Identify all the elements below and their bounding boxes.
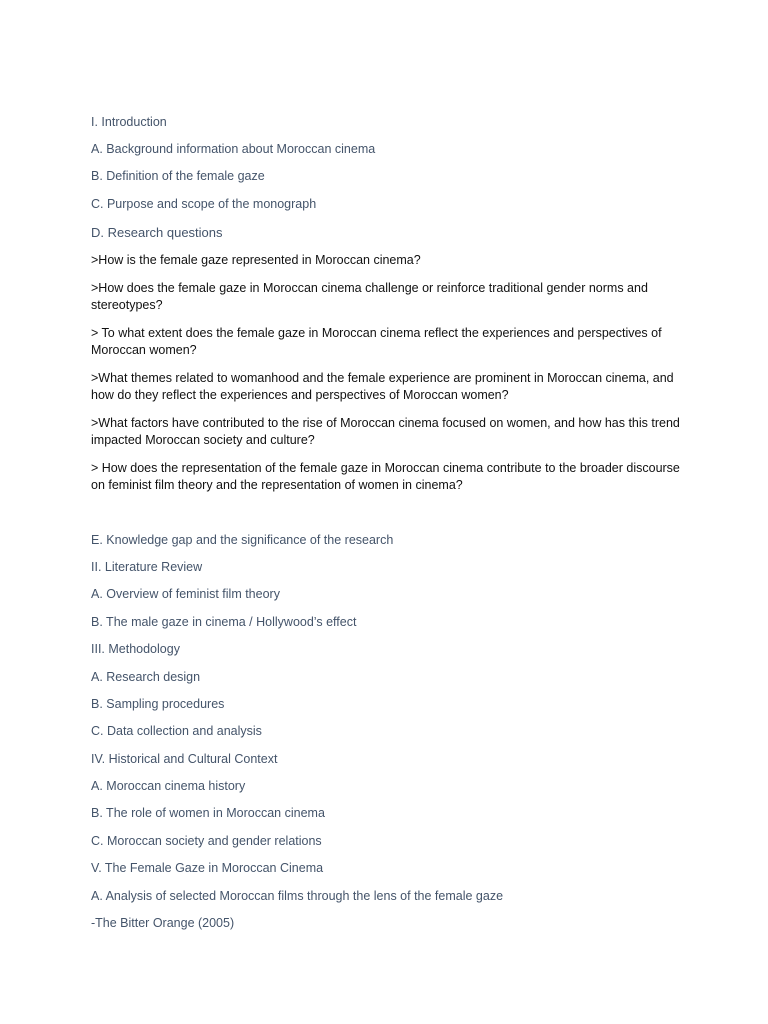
research-question: >How is the female gaze represented in Moroccan cinema? <box>91 253 421 267</box>
research-question: > To what extent does the female gaze in Moroccan cinema reflect the experiences and perspectives of Moroccan women? <box>91 326 662 357</box>
outline-item-research-design: A. Research design <box>91 670 201 684</box>
outline-item-research-questions: D. Research questions <box>91 225 223 240</box>
outline-item-male-gaze: B. The male gaze in cinema / Hollywood’s effect <box>91 615 357 629</box>
outline-item-background: A. Background information about Moroccan cinema <box>91 142 376 156</box>
outline-item-knowledge-gap: E. Knowledge gap and the significance of the research <box>91 533 394 547</box>
section-heading-female-gaze: V. The Female Gaze in Moroccan Cinema <box>91 861 324 875</box>
outline-item-data-collection: C. Data collection and analysis <box>91 724 262 738</box>
research-question: > How does the representation of the female gaze in Moroccan cinema contribute to the broader discourse on feminist film theory and the representation of women in cinema? <box>91 461 680 492</box>
outline-item-role-of-women: B. The role of women in Moroccan cinema <box>91 806 325 820</box>
section-heading-historical-context: IV. Historical and Cultural Context <box>91 752 278 766</box>
outline-item-purpose: C. Purpose and scope of the monograph <box>91 197 317 211</box>
section-heading-introduction: I. Introduction <box>91 115 167 129</box>
outline-item-society-gender: C. Moroccan society and gender relations <box>91 834 322 848</box>
film-list-item: -The Bitter Orange (2005) <box>91 916 235 930</box>
section-heading-methodology: III. Methodology <box>91 642 180 656</box>
outline-item-sampling: B. Sampling procedures <box>91 697 225 711</box>
outline-item-cinema-history: A. Moroccan cinema history <box>91 779 246 793</box>
research-question: >What themes related to womanhood and the female experience are prominent in Moroccan cinema, and how do they reflect the experiences and perspectives of Moroccan women? <box>91 371 674 402</box>
outline-item-film-analysis: A. Analysis of selected Moroccan films through the lens of the female gaze <box>91 889 504 903</box>
outline-item-definition: B. Definition of the female gaze <box>91 169 265 183</box>
outline-item-feminist-film-theory: A. Overview of feminist film theory <box>91 587 280 601</box>
research-question: >How does the female gaze in Moroccan cinema challenge or reinforce traditional gender norms and stereotypes? <box>91 281 648 312</box>
research-question: >What factors have contributed to the rise of Moroccan cinema focused on women, and how has this trend impacted Moroccan society and culture? <box>91 416 680 447</box>
section-heading-literature-review: II. Literature Review <box>91 560 203 574</box>
